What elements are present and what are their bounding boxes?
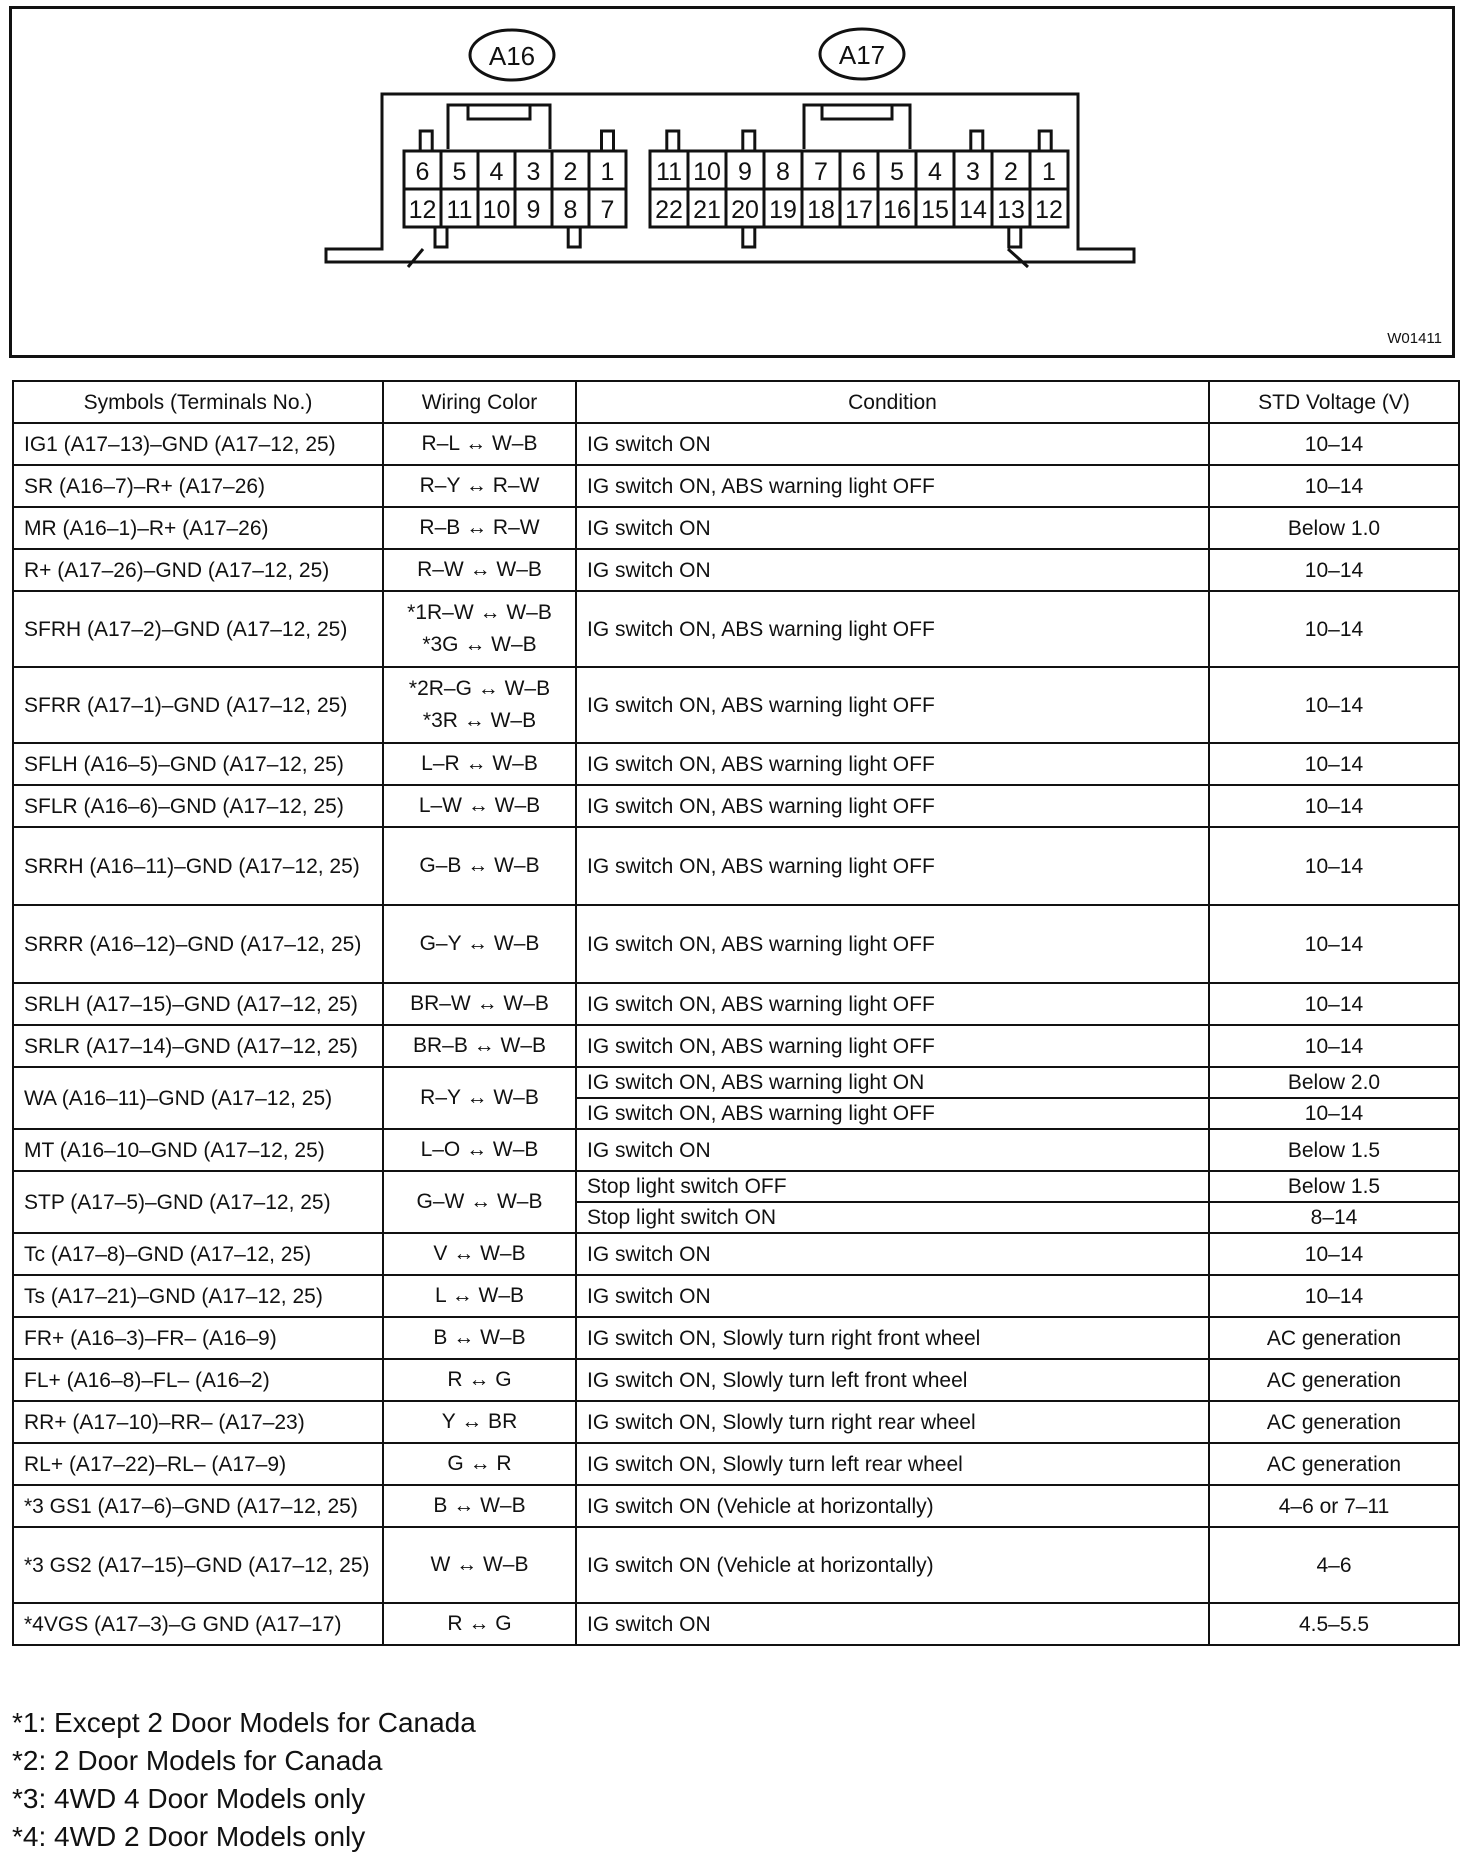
pin-number: 2 (1004, 158, 1018, 186)
voltage-cell: 10–14 (1209, 667, 1459, 743)
terminal-spec-table (12, 380, 1460, 1646)
table-row (13, 465, 1459, 507)
locking-tab (971, 131, 983, 151)
wiring-color-cell (383, 1485, 576, 1527)
housing-bevel (408, 249, 1028, 267)
wiring-color-value: V ↔ W–B (433, 1242, 526, 1265)
wiring-color-cell (383, 507, 576, 549)
symbol-cell: Tc (A17–8)–GND (A17–12, 25) (13, 1233, 383, 1275)
wiring-color-cell (383, 549, 576, 591)
locking-tab (667, 131, 679, 151)
connector-drawing (12, 9, 1452, 355)
condition-cell: IG switch ON, ABS warning light OFF (576, 667, 1209, 743)
wiring-color-cell (383, 905, 576, 983)
voltage-cell: AC generation (1209, 1317, 1459, 1359)
pin-number: 6 (852, 158, 866, 186)
voltage-cell: Below 1.0 (1209, 507, 1459, 549)
wiring-color-cell (383, 743, 576, 785)
condition-cell: IG switch ON (576, 1275, 1209, 1317)
table-row (13, 1025, 1459, 1067)
symbol-cell: R+ (A17–26)–GND (A17–12, 25) (13, 549, 383, 591)
table-row (13, 1401, 1459, 1443)
condition-cell: IG switch ON, Slowly turn left front wheel (576, 1359, 1209, 1401)
condition-cell: IG switch ON, ABS warning light OFF (576, 1098, 1209, 1129)
voltage-cell: 10–14 (1209, 1233, 1459, 1275)
symbol-cell: SR (A16–7)–R+ (A17–26) (13, 465, 383, 507)
wiring-color-value: R ↔ G (447, 1368, 512, 1391)
condition-cell: IG switch ON, Slowly turn left rear wheel (576, 1443, 1209, 1485)
header-symbols: Symbols (Terminals No.) (13, 381, 383, 423)
symbol-cell: *4VGS (A17–3)–G GND (A17–17) (13, 1603, 383, 1645)
wiring-color-cell (383, 1275, 576, 1317)
symbol-cell: MR (A16–1)–R+ (A17–26) (13, 507, 383, 549)
pin-number: 10 (482, 196, 511, 224)
condition-cell: IG switch ON, Slowly turn right rear wheel (576, 1401, 1209, 1443)
table-row (13, 507, 1459, 549)
pin-number: 16 (883, 196, 911, 224)
wiring-color-cell (383, 465, 576, 507)
symbol-cell: RL+ (A17–22)–RL– (A17–9) (13, 1443, 383, 1485)
voltage-cell: AC generation (1209, 1443, 1459, 1485)
voltage-cell: 10–14 (1209, 983, 1459, 1025)
a16-latch (448, 105, 550, 149)
symbol-cell: WA (A16–11)–GND (A17–12, 25) (13, 1067, 383, 1129)
voltage-cell: 10–14 (1209, 1275, 1459, 1317)
locking-tab (1039, 131, 1051, 151)
pin-number: 9 (738, 158, 752, 186)
wiring-color-value: B ↔ W–B (433, 1494, 526, 1517)
condition-cell: IG switch ON, ABS warning light ON (576, 1067, 1209, 1098)
footnote: *1: Except 2 Door Models for Canada (12, 1707, 476, 1738)
header-wiring-color: Wiring Color (383, 381, 576, 423)
pin-number: 4 (928, 158, 942, 186)
table-row (13, 1359, 1459, 1401)
symbol-cell: SRRR (A16–12)–GND (A17–12, 25) (13, 905, 383, 983)
locking-tab (743, 227, 755, 247)
wiring-color-value: Y ↔ BR (441, 1410, 518, 1433)
pin-number: 21 (693, 196, 721, 224)
voltage-cell: Below 1.5 (1209, 1171, 1459, 1202)
wiring-color-value: L–O ↔ W–B (420, 1138, 539, 1161)
pin-number: 10 (693, 158, 721, 186)
wiring-color-value: L ↔ W–B (434, 1284, 525, 1307)
pin-number: 6 (415, 158, 430, 186)
pin-number: 2 (563, 158, 578, 186)
connector-label: A17 (838, 40, 886, 70)
wiring-color-value: R–Y ↔ R–W (419, 474, 540, 497)
pin-number: 9 (526, 196, 541, 224)
condition-cell: IG switch ON (Vehicle at horizontally) (576, 1485, 1209, 1527)
pin-number: 8 (563, 196, 578, 224)
wiring-color-cell (383, 1067, 576, 1129)
connector-diagram (9, 6, 1455, 358)
wiring-color-cell (383, 1603, 576, 1645)
locking-tab (568, 227, 580, 247)
condition-cell: IG switch ON (576, 423, 1209, 465)
pin-number: 3 (966, 158, 980, 186)
condition-cell: IG switch ON (576, 1233, 1209, 1275)
pin-number: 18 (807, 196, 835, 224)
table-row (13, 667, 1459, 743)
pin-number: 7 (814, 158, 828, 186)
table-row (13, 591, 1459, 667)
a17-latch (804, 105, 910, 149)
wiring-color-value: *1R–W ↔ W–B (407, 601, 552, 624)
pin-number: 3 (526, 158, 541, 186)
condition-cell: IG switch ON, ABS warning light OFF (576, 591, 1209, 667)
locking-tab (743, 131, 755, 151)
table-row (13, 549, 1459, 591)
footnote: *2: 2 Door Models for Canada (12, 1745, 383, 1776)
table-row (13, 827, 1459, 905)
wiring-color-value: *3G ↔ W–B (422, 633, 537, 656)
wiring-color-value: G–Y ↔ W–B (419, 932, 540, 955)
figure-code: W01411 (1387, 330, 1442, 347)
wiring-color-value: G ↔ R (447, 1452, 512, 1475)
wiring-color-value: L–R ↔ W–B (421, 752, 538, 775)
wiring-color-value: *2R–G ↔ W–B (408, 677, 551, 700)
pin-number: 20 (731, 196, 759, 224)
wiring-color-value: R ↔ G (447, 1612, 512, 1635)
wiring-color-cell (383, 591, 576, 667)
symbol-cell: SRLH (A17–15)–GND (A17–12, 25) (13, 983, 383, 1025)
symbol-cell: SRRH (A16–11)–GND (A17–12, 25) (13, 827, 383, 905)
wiring-color-value: L–W ↔ W–B (418, 794, 541, 817)
pin-number: 7 (600, 196, 615, 224)
footnotes (12, 1704, 476, 1856)
wiring-color-cell (383, 423, 576, 465)
wiring-color-cell (383, 827, 576, 905)
wiring-color-value: R–W ↔ W–B (417, 558, 542, 581)
pin-number: 8 (776, 158, 790, 186)
voltage-cell: 10–14 (1209, 743, 1459, 785)
wiring-color-cell (383, 1401, 576, 1443)
condition-cell: IG switch ON, ABS warning light OFF (576, 983, 1209, 1025)
table-row (13, 1129, 1459, 1171)
locking-tab (602, 131, 614, 151)
pin-number: 1 (1042, 158, 1056, 186)
voltage-cell: Below 2.0 (1209, 1067, 1459, 1098)
header-std-voltage: STD Voltage (V) (1209, 381, 1459, 423)
table-row (13, 423, 1459, 465)
footnote: *3: 4WD 4 Door Models only (12, 1783, 366, 1814)
wiring-color-value: R–L ↔ W–B (421, 432, 538, 455)
table-row (13, 1275, 1459, 1317)
voltage-cell: AC generation (1209, 1401, 1459, 1443)
voltage-cell: 4.5–5.5 (1209, 1603, 1459, 1645)
pin-number: 5 (890, 158, 904, 186)
condition-cell: IG switch ON, Slowly turn right front wheel (576, 1317, 1209, 1359)
wiring-color-cell (383, 667, 576, 743)
locking-tab (420, 131, 432, 151)
wiring-color-cell (383, 785, 576, 827)
condition-cell: IG switch ON, ABS warning light OFF (576, 1025, 1209, 1067)
voltage-cell: 10–14 (1209, 1098, 1459, 1129)
symbol-cell: SFRH (A17–2)–GND (A17–12, 25) (13, 591, 383, 667)
wiring-color-value: G–W ↔ W–B (416, 1190, 543, 1213)
condition-cell: Stop light switch OFF (576, 1171, 1209, 1202)
wiring-color-cell (383, 1171, 576, 1233)
symbol-cell: SFLH (A16–5)–GND (A17–12, 25) (13, 743, 383, 785)
symbol-cell: FR+ (A16–3)–FR– (A16–9) (13, 1317, 383, 1359)
symbol-cell: *3 GS2 (A17–15)–GND (A17–12, 25) (13, 1527, 383, 1603)
symbol-cell: IG1 (A17–13)–GND (A17–12, 25) (13, 423, 383, 465)
locking-tab (1009, 227, 1021, 247)
condition-cell: IG switch ON, ABS warning light OFF (576, 743, 1209, 785)
condition-cell: IG switch ON (576, 507, 1209, 549)
wiring-color-value: *3R ↔ W–B (422, 709, 537, 732)
voltage-cell: 10–14 (1209, 423, 1459, 465)
voltage-cell: 10–14 (1209, 591, 1459, 667)
condition-cell: IG switch ON, ABS warning light OFF (576, 905, 1209, 983)
locking-tab (435, 227, 447, 247)
table-row (13, 1233, 1459, 1275)
symbol-cell: MT (A16–10–GND (A17–12, 25) (13, 1129, 383, 1171)
symbol-cell: SFLR (A16–6)–GND (A17–12, 25) (13, 785, 383, 827)
wiring-color-cell (383, 1129, 576, 1171)
voltage-cell: 10–14 (1209, 785, 1459, 827)
wiring-color-value: G–B ↔ W–B (419, 854, 540, 877)
wiring-color-value: BR–W ↔ W–B (410, 992, 549, 1015)
a16-latch-slot (468, 105, 530, 119)
table-row (13, 1485, 1459, 1527)
wiring-color-cell (383, 1317, 576, 1359)
header-condition: Condition (576, 381, 1209, 423)
wiring-color-cell (383, 1025, 576, 1067)
symbol-cell: FL+ (A16–8)–FL– (A16–2) (13, 1359, 383, 1401)
voltage-cell: AC generation (1209, 1359, 1459, 1401)
table-row (13, 1527, 1459, 1603)
pin-number: 22 (655, 196, 683, 224)
pin-number: 5 (452, 158, 467, 186)
symbol-cell: STP (A17–5)–GND (A17–12, 25) (13, 1171, 383, 1233)
table-row (13, 1317, 1459, 1359)
voltage-cell: 4–6 (1209, 1527, 1459, 1603)
pin-number: 15 (921, 196, 949, 224)
wiring-color-value: W ↔ W–B (430, 1553, 529, 1576)
wiring-color-value: R–Y ↔ W–B (420, 1086, 539, 1109)
wiring-color-cell (383, 1359, 576, 1401)
pin-number: 12 (1035, 196, 1063, 224)
table-row (13, 1443, 1459, 1485)
pin-number: 1 (600, 158, 615, 186)
wiring-color-value: BR–B ↔ W–B (412, 1034, 547, 1057)
table-row (13, 983, 1459, 1025)
pin-number: 4 (489, 158, 504, 186)
symbol-cell: *3 GS1 (A17–6)–GND (A17–12, 25) (13, 1485, 383, 1527)
pin-number: 14 (959, 196, 987, 224)
condition-cell: IG switch ON (Vehicle at horizontally) (576, 1527, 1209, 1603)
wiring-color-cell (383, 1233, 576, 1275)
table-row (13, 743, 1459, 785)
voltage-cell: 8–14 (1209, 1202, 1459, 1233)
pin-number: 11 (446, 196, 473, 224)
table-row (13, 905, 1459, 983)
table-row (13, 785, 1459, 827)
table-header-row (13, 381, 1459, 423)
connector-label: A16 (488, 41, 536, 71)
voltage-cell: 10–14 (1209, 549, 1459, 591)
a17-latch-slot (822, 105, 892, 119)
condition-cell: IG switch ON (576, 1603, 1209, 1645)
voltage-cell: Below 1.5 (1209, 1129, 1459, 1171)
voltage-cell: 10–14 (1209, 827, 1459, 905)
pin-number: 13 (997, 196, 1025, 224)
wiring-color-cell (383, 983, 576, 1025)
symbol-cell: RR+ (A17–10)–RR– (A17–23) (13, 1401, 383, 1443)
pin-number: 11 (656, 158, 682, 186)
condition-cell: IG switch ON (576, 1129, 1209, 1171)
symbol-cell: SRLR (A17–14)–GND (A17–12, 25) (13, 1025, 383, 1067)
symbol-cell: Ts (A17–21)–GND (A17–12, 25) (13, 1275, 383, 1317)
condition-cell: IG switch ON (576, 549, 1209, 591)
voltage-cell: 10–14 (1209, 905, 1459, 983)
pin-number: 17 (845, 196, 873, 224)
voltage-cell: 10–14 (1209, 465, 1459, 507)
voltage-cell: 4–6 or 7–11 (1209, 1485, 1459, 1527)
condition-cell: IG switch ON, ABS warning light OFF (576, 827, 1209, 905)
footnote: *4: 4WD 2 Door Models only (12, 1821, 366, 1852)
pin-number: 12 (408, 196, 437, 224)
condition-cell: Stop light switch ON (576, 1202, 1209, 1233)
pin-number: 19 (769, 196, 797, 224)
wiring-color-cell (383, 1443, 576, 1485)
wiring-color-cell (383, 1527, 576, 1603)
table-row (13, 1603, 1459, 1645)
table-row (13, 1171, 1459, 1202)
condition-cell: IG switch ON, ABS warning light OFF (576, 465, 1209, 507)
table-row (13, 1067, 1459, 1098)
voltage-cell: 10–14 (1209, 1025, 1459, 1067)
wiring-color-value: B ↔ W–B (433, 1326, 526, 1349)
symbol-cell: SFRR (A17–1)–GND (A17–12, 25) (13, 667, 383, 743)
wiring-color-value: R–B ↔ R–W (419, 516, 540, 539)
condition-cell: IG switch ON, ABS warning light OFF (576, 785, 1209, 827)
